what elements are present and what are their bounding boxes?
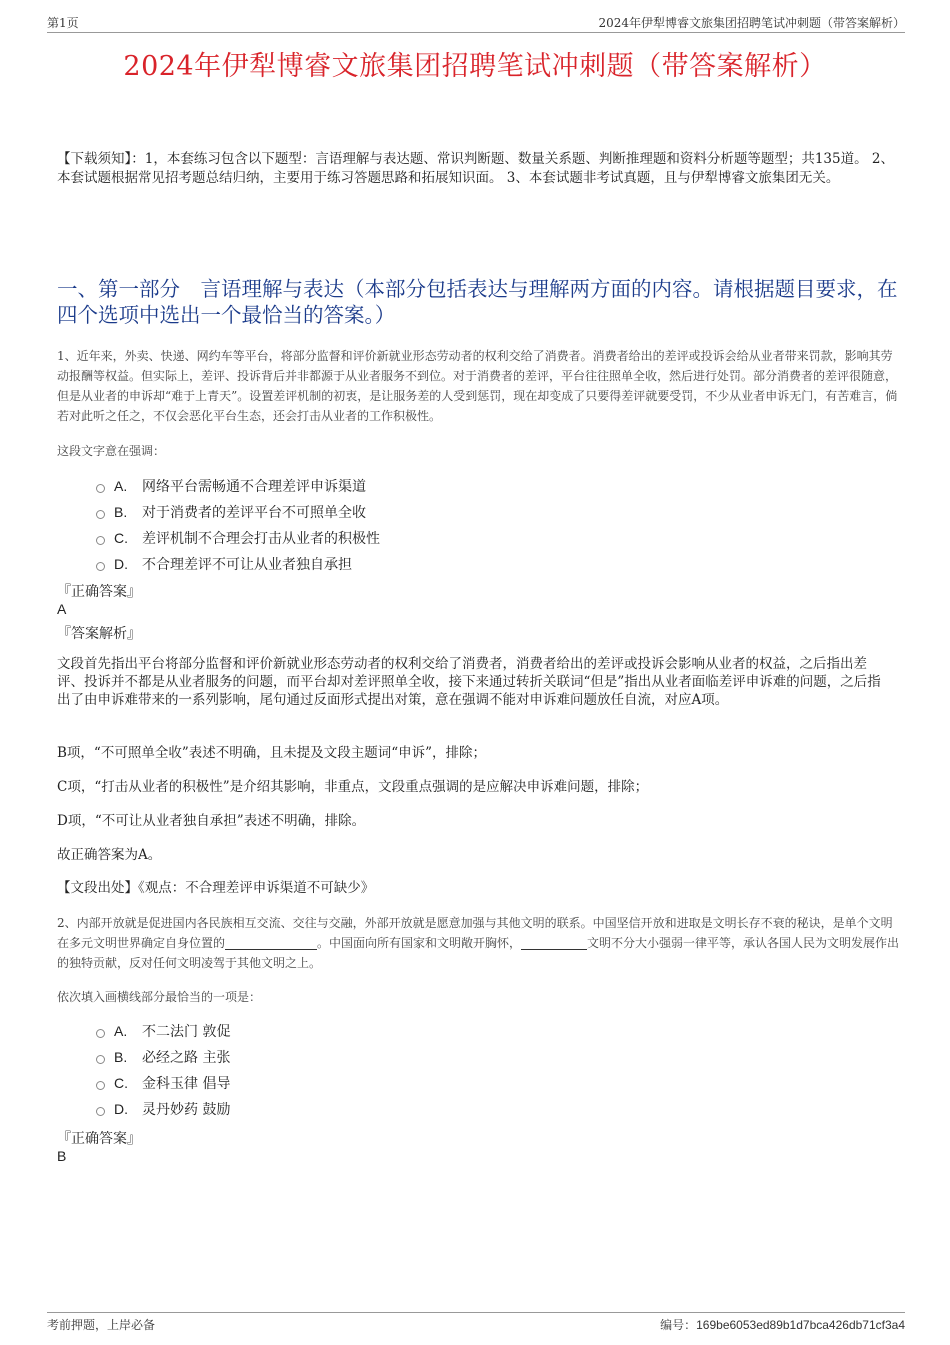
- question-2-text: [57, 913, 902, 973]
- q2-option-d[interactable]: [96, 1099, 230, 1119]
- radio-icon[interactable]: [96, 1029, 105, 1038]
- option-label: A.: [114, 1023, 128, 1039]
- option-text: 灵丹妙药 鼓励: [142, 1102, 231, 1118]
- analysis-conclusion: 故正确答案为A。: [57, 847, 162, 863]
- question-2-text-part2: 。中国面向所有国家和文明敞开胸怀，: [317, 936, 522, 950]
- page-header: [47, 14, 905, 33]
- correct-answer: B: [57, 1148, 67, 1164]
- footer-slogan: 考前押题，上岸必备: [47, 1318, 156, 1332]
- option-text: 对于消费者的差评平台不可照单全收: [142, 505, 366, 521]
- radio-icon[interactable]: [96, 484, 105, 493]
- passage-source: 【文段出处】《观点：不合理差评申诉渠道不可缺少》: [57, 880, 375, 896]
- q2-option-a[interactable]: [96, 1021, 230, 1041]
- radio-icon[interactable]: [96, 1107, 105, 1116]
- footer-id-value: 169be6053ed89b1d7bca426db71cf3a4: [696, 1318, 905, 1332]
- download-notice: 【下载须知】：1，本套练习包含以下题型：言语理解与表达题、常识判断题、数量关系题、判断推理题和资料分析题等题型；共135道。 2、本套试题根据常见招考题总结归纳，主要用于练习答题思路和拓展知识面。 3、本套试题非考试真题，且与伊犁博睿文旅集团无关。: [57, 151, 894, 186]
- question-2-text-part1: 2、内部开放就是促进国内各民族相互交流、交往与交融，外部开放就是愿意加强与其他文明的联系。中国坚信开放和进取是文明长存不衰的秘诀，是单个文明在多元文明世界确定自身位置的: [57, 916, 893, 950]
- option-text: 网络平台需畅通不合理差评申诉渠道: [142, 479, 366, 495]
- correct-answer-label: 『正确答案』: [57, 1131, 141, 1147]
- page-number: 第1页: [47, 16, 79, 30]
- radio-icon[interactable]: [96, 562, 105, 571]
- analysis-option-b: B项，“不可照单全收”表述不明确，且未提及文段主题词“申诉”，排除；: [57, 745, 487, 761]
- section-heading: 一、第一部分 言语理解与表达（本部分包括表达与理解两方面的内容。请根据题目要求，在四个选项中选出一个最恰当的答案。）: [57, 277, 898, 327]
- correct-answer: A: [57, 601, 67, 617]
- question-2-text-part3: 文明不分大小强弱一律平等，承认各国人民为文明发展作出的独特贡献，反对任何文明凌驾于其他文明之上。: [57, 936, 900, 970]
- fill-blank-2[interactable]: [521, 937, 587, 950]
- radio-icon[interactable]: [96, 1081, 105, 1090]
- option-label: C.: [114, 530, 128, 546]
- footer-id: [660, 1316, 905, 1333]
- option-label: D.: [114, 1101, 128, 1117]
- page-footer: [47, 1312, 905, 1335]
- option-text: 不合理差评不可让从业者独自承担: [142, 557, 352, 573]
- q1-option-c[interactable]: [96, 528, 380, 548]
- option-label: C.: [114, 1075, 128, 1091]
- option-text: 不二法门 敦促: [142, 1024, 231, 1040]
- option-label: B.: [114, 1049, 128, 1065]
- q1-option-a[interactable]: [96, 476, 366, 496]
- q1-option-d[interactable]: [96, 554, 352, 574]
- analysis-option-d: D项，“不可让从业者独自承担”表述不明确，排除。: [57, 813, 366, 829]
- option-label: D.: [114, 556, 128, 572]
- question-1-text: 1、近年来，外卖、快递、网约车等平台，将部分监督和评价新就业形态劳动者的权利交给了消费者。消费者给出的差评或投诉会给从业者带来罚款，影响其劳动报酬等权益。但实际上，差评、投诉背后并非都源于从业者服务不到位。对于消费者的差评，平台往往照单全收，然后进行处罚。部分消费者的差评很随意，但是从业者的申诉却“难于上青天”。设置差评机制的初衷，是让服务差的人受到惩罚，现在却变成了只要得差评就要受罚，不少从业者申诉无门，有苦难言，倘若对此听之任之，不仅会恶化平台生态，还会打击从业者的工作积极性。: [57, 349, 898, 423]
- option-text: 金科玉律 倡导: [142, 1076, 231, 1092]
- analysis-label: 『答案解析』: [57, 626, 141, 642]
- q2-option-c[interactable]: [96, 1073, 230, 1093]
- header-doc-title: 2024年伊犁博睿文旅集团招聘笔试冲刺题（带答案解析）: [598, 16, 905, 30]
- q2-option-b[interactable]: [96, 1047, 230, 1067]
- radio-icon[interactable]: [96, 536, 105, 545]
- analysis-paragraph: 文段首先指出平台将部分监督和评价新就业形态劳动者的权利交给了消费者，消费者给出的差评或投诉会影响从业者的权益，之后指出差评、投诉并不都是从业者服务的问题，而平台却对差评照单全收，接下来通过转折关联词“但是”指出从业者面临差评申诉难的问题，之后指出了由申诉难带来的一系列影响，尾句通过反面形式提出对策，意在强调不能对申诉难问题放任自流，对应A项。: [57, 656, 881, 708]
- fill-blank-1[interactable]: [225, 937, 317, 950]
- document-title: 2024年伊犁博睿文旅集团招聘笔试冲刺题（带答案解析）: [123, 51, 827, 82]
- correct-answer-label: 『正确答案』: [57, 584, 141, 600]
- option-text: 差评机制不合理会打击从业者的积极性: [142, 531, 380, 547]
- q1-option-b[interactable]: [96, 502, 366, 522]
- radio-icon[interactable]: [96, 1055, 105, 1064]
- option-label: A.: [114, 478, 128, 494]
- question-1-prompt: 这段文字意在强调：: [57, 444, 166, 458]
- footer-id-label: 编号：: [660, 1318, 697, 1332]
- radio-icon[interactable]: [96, 510, 105, 519]
- option-label: B.: [114, 504, 128, 520]
- option-text: 必经之路 主张: [142, 1050, 231, 1066]
- question-2-prompt: 依次填入画横线部分最恰当的一项是：: [57, 990, 262, 1004]
- analysis-option-c: C项，“打击从业者的积极性”是介绍其影响，非重点，文段重点强调的是应解决申诉难问题，排除；: [57, 779, 649, 795]
